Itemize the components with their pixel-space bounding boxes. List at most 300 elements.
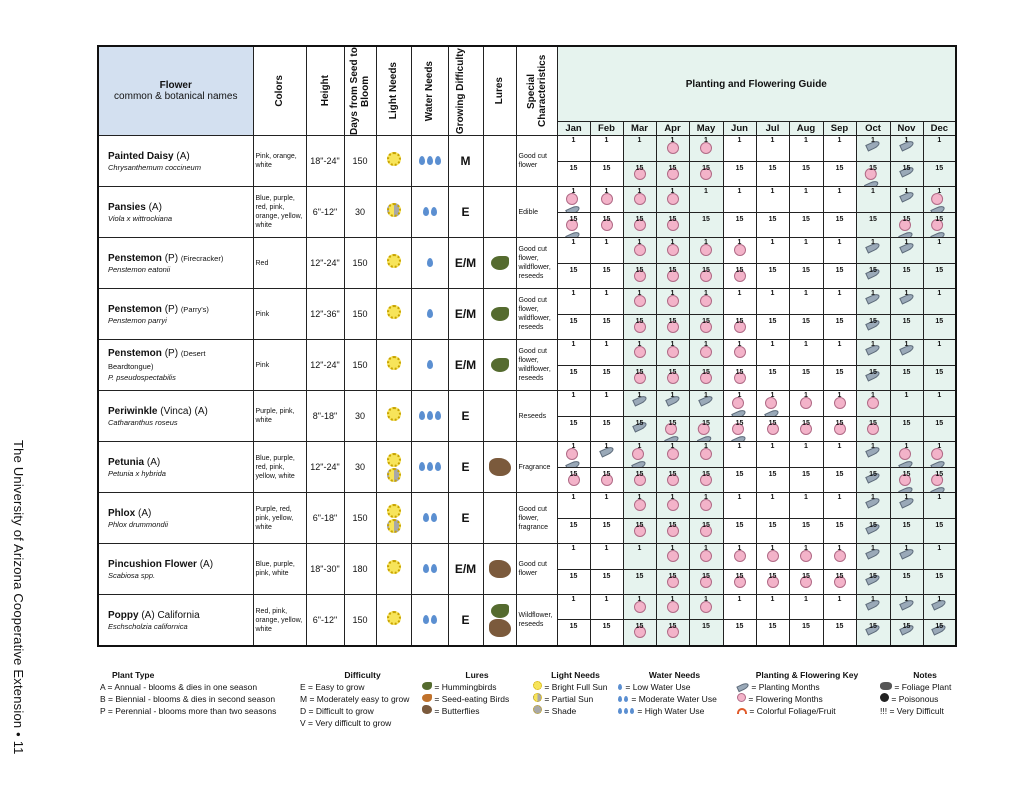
day-label: 15: [935, 623, 944, 631]
flower-name-cell: [98, 544, 253, 595]
day-label: 15: [835, 368, 844, 376]
full-sun-icon: [387, 356, 401, 370]
day-label: 15: [768, 215, 777, 223]
day-label: 1: [804, 239, 808, 246]
month-cell-15: [890, 518, 923, 544]
legend-item: = Partial Sun: [544, 694, 594, 704]
month-cell-15: [557, 416, 590, 442]
days-cell: 150: [344, 289, 376, 340]
legend-notes-title: Notes: [913, 670, 937, 680]
lures-cell: [483, 136, 516, 187]
month-cell-1: [689, 289, 723, 315]
glyph-wrap: [634, 499, 646, 513]
trowel-icon: [764, 408, 780, 416]
day-label: 15: [702, 521, 710, 529]
special-cell: Fragrance: [516, 442, 557, 493]
month-cell-15: [689, 569, 723, 595]
day-label: 15: [702, 164, 710, 172]
day-label: 1: [904, 137, 909, 144]
month-cell-1: [656, 595, 689, 620]
month-cell-1: [756, 238, 789, 264]
month-cell-15: [823, 365, 856, 391]
month-cell-15: [656, 314, 689, 340]
water-drop-icon: [618, 696, 622, 702]
water-cell: [411, 442, 448, 493]
glyph-wrap: [634, 346, 646, 360]
glyph-wrap: [700, 295, 712, 309]
botanical-name: Catharanthus roseus: [108, 417, 178, 427]
day-label: 1: [804, 596, 808, 603]
month-cell-15: [823, 314, 856, 340]
month-cell-1: [923, 136, 956, 162]
special-cell: Good cut flower, wildflower, reseeds: [516, 289, 557, 340]
lures-cell: [483, 289, 516, 340]
month-cell-1: [590, 187, 623, 213]
day-label: 15: [635, 215, 644, 223]
month-may: May: [689, 122, 723, 136]
water-drop-icon: [435, 462, 441, 471]
month-cell-1: [823, 493, 856, 519]
day-label: 1: [737, 392, 742, 399]
month-cell-1: [557, 391, 590, 417]
day-label: 1: [904, 494, 909, 501]
legend-item: B = Biennial - blooms & dies in second season: [100, 694, 276, 704]
legend-notes: [880, 669, 970, 717]
month-cell-15: [689, 416, 723, 442]
day-label: 15: [869, 623, 877, 631]
month-cell-1: [789, 544, 823, 570]
plant-type: (P): [164, 348, 179, 359]
day-label: 15: [869, 419, 877, 427]
month-cell-1: [689, 544, 723, 570]
day-label: 1: [571, 443, 576, 450]
trowel-icon: [931, 230, 947, 238]
day-label: 1: [637, 188, 642, 195]
water-cell: [411, 391, 448, 442]
month-cell-1: [823, 595, 856, 620]
month-cell-1: [823, 289, 856, 315]
month-cell-1: [623, 340, 656, 366]
month-cell-1: [557, 238, 590, 264]
flower-name: Penstemon: [108, 303, 162, 315]
skull-icon: [880, 693, 889, 702]
glyph-wrap: [667, 346, 679, 360]
month-cell-15: [890, 620, 923, 646]
flower-common-name: [108, 252, 253, 265]
day-label: 15: [902, 317, 911, 325]
month-cell-1: [756, 391, 789, 417]
day-label: 15: [768, 317, 777, 325]
month-cell-1: [689, 595, 723, 620]
month-cell-1: [856, 289, 890, 315]
header-special: Special Characteristics: [516, 46, 557, 136]
glyph-wrap: [732, 397, 748, 416]
day-label: 15: [902, 572, 911, 580]
day-label: 15: [735, 368, 744, 376]
flower-common-name: [108, 303, 253, 316]
day-label: 15: [668, 164, 677, 172]
day-label: 1: [904, 443, 909, 450]
day-label: 15: [569, 521, 578, 529]
lures-cell: [483, 442, 516, 493]
special-cell: Wildflower, reseeds: [516, 595, 557, 647]
day-label: 15: [602, 215, 611, 223]
day-label: 15: [935, 419, 944, 427]
day-label: 1: [871, 596, 875, 603]
day-label: 1: [737, 494, 742, 501]
trowel-icon: [731, 434, 747, 442]
flower-common-name: [108, 347, 253, 373]
flower-name-cell: [98, 391, 253, 442]
day-label: 15: [835, 572, 844, 580]
month-cell-1: [823, 340, 856, 366]
day-label: 1: [904, 290, 909, 297]
month-cell-15: [756, 161, 789, 187]
glyph-wrap: [667, 295, 679, 309]
header-lures: Lures: [483, 46, 516, 136]
water-cell: [411, 238, 448, 289]
legend-item: = Seed-eating Birds: [434, 694, 510, 704]
day-label: 1: [837, 443, 842, 450]
day-label: 1: [837, 392, 842, 399]
height-cell: 18"-24": [306, 136, 344, 187]
day-label: 1: [704, 494, 708, 501]
water-drop-icon: [423, 615, 429, 624]
day-label: 15: [735, 470, 744, 478]
day-label: 1: [871, 545, 875, 552]
flower-common-name: [108, 609, 253, 622]
month-cell-15: [656, 263, 689, 289]
day-label: 1: [770, 596, 775, 603]
day-label: 15: [602, 521, 611, 529]
month-cell-15: [789, 365, 823, 391]
legend-water: [617, 669, 732, 717]
day-label: 15: [835, 266, 844, 274]
day-label: 15: [702, 215, 710, 223]
day-label: 1: [804, 494, 808, 501]
glyph-wrap: [667, 499, 679, 513]
month-cell-1: [789, 340, 823, 366]
plant-type: (Vinca) (A): [160, 405, 208, 417]
month-cell-15: [590, 416, 623, 442]
day-label: 1: [571, 341, 576, 348]
month-cell-15: [689, 263, 723, 289]
month-cell-1: [890, 442, 923, 468]
day-label: 1: [804, 545, 808, 552]
day-label: 15: [935, 215, 944, 223]
day-label: 1: [937, 596, 942, 603]
day-label: 15: [735, 572, 744, 580]
day-label: 1: [670, 596, 675, 603]
month-cell-15: [823, 263, 856, 289]
legend-item: = Foliage Plant: [894, 682, 952, 692]
month-cell-15: [923, 212, 956, 238]
header-flower-sub: common & botanical names: [114, 91, 238, 102]
day-label: 1: [704, 545, 708, 552]
month-cell-1: [856, 238, 890, 264]
month-cell-1: [557, 136, 590, 162]
legend-item: = Butterflies: [434, 706, 480, 716]
day-label: 1: [737, 341, 742, 348]
glyph-wrap: [765, 397, 781, 416]
month-cell-1: [689, 493, 723, 519]
day-label: 1: [937, 392, 942, 399]
month-cell-15: [590, 620, 623, 646]
water-drop-icon: [630, 708, 634, 714]
month-cell-15: [656, 161, 689, 187]
month-cell-15: [557, 263, 590, 289]
day-label: 1: [571, 188, 576, 195]
light-cell: [376, 544, 411, 595]
botanical-name: Petunia x hybrida: [108, 468, 166, 478]
day-label: 15: [602, 317, 611, 325]
month-cell-15: [923, 467, 956, 493]
light-cell: [376, 493, 411, 544]
legend-item: = Shade: [544, 706, 577, 716]
full-sun-icon: [387, 305, 401, 319]
partial-sun-icon: [387, 203, 401, 217]
day-label: 1: [704, 239, 708, 246]
colors-cell: Pink: [253, 289, 306, 340]
trowel-icon: [898, 459, 914, 467]
month-cell-1: [723, 289, 756, 315]
day-label: 15: [602, 623, 611, 631]
legend-difficulty-title: Difficulty: [344, 670, 381, 680]
month-cell-15: [557, 314, 590, 340]
colors-cell: Red: [253, 238, 306, 289]
month-cell-1: [823, 391, 856, 417]
day-label: 1: [571, 545, 576, 552]
month-cell-15: [923, 416, 956, 442]
day-label: 1: [737, 545, 742, 552]
month-cell-1: [689, 238, 723, 264]
day-label: 1: [837, 494, 842, 501]
month-cell-15: [856, 263, 890, 289]
month-cell-15: [689, 314, 723, 340]
legend-item: = Flowering Months: [748, 694, 823, 704]
day-label: 1: [571, 290, 576, 297]
glyph-wrap: [634, 601, 646, 615]
header-light: Light Needs: [376, 46, 411, 136]
partial-sun-icon: [387, 519, 401, 533]
legend-light-title: Light Needs: [551, 670, 600, 680]
flower-name-cell: [98, 340, 253, 391]
water-drop-icon: [423, 207, 429, 216]
flower-common-name: [108, 558, 253, 571]
glyph-wrap: [734, 346, 746, 360]
day-label: 15: [835, 419, 844, 427]
day-label: 1: [604, 545, 609, 552]
day-label: 1: [937, 290, 942, 297]
lures-cell: [483, 391, 516, 442]
days-cell: 150: [344, 238, 376, 289]
month-cell-15: [789, 314, 823, 340]
day-label: 1: [637, 239, 642, 246]
butterfly-icon: [489, 560, 511, 578]
day-label: 15: [802, 164, 810, 172]
month-cell-15: [623, 365, 656, 391]
day-label: 15: [869, 470, 877, 478]
day-label: 1: [604, 137, 609, 144]
plant-type: (A): [148, 201, 162, 213]
legend-key-title: Planting & Flowering Key: [755, 670, 859, 680]
table-row: [98, 442, 956, 468]
flower-name-cell: [98, 238, 253, 289]
legend-plant-type: [100, 669, 300, 717]
month-cell-15: [756, 212, 789, 238]
month-cell-1: [656, 187, 689, 213]
month-cell-15: [756, 263, 789, 289]
flower-name: Phlox: [108, 507, 136, 519]
day-label: 15: [635, 521, 644, 529]
legend-item: E = Easy to grow: [300, 682, 365, 692]
difficulty-cell: E/M: [448, 289, 483, 340]
month-cell-15: [890, 365, 923, 391]
water-drop-icon: [618, 684, 622, 690]
day-label: 15: [935, 164, 944, 172]
day-label: 15: [869, 266, 877, 274]
month-cell-15: [689, 620, 723, 646]
month-cell-1: [590, 340, 623, 366]
month-cell-1: [890, 391, 923, 417]
day-label: 15: [602, 266, 611, 274]
legend-item: = Very Difficult: [889, 706, 944, 716]
water-drop-icon: [427, 156, 433, 165]
day-label: 1: [804, 443, 808, 450]
month-cell-15: [923, 569, 956, 595]
month-cell-1: [656, 544, 689, 570]
legend-item: = Low Water Use: [625, 682, 691, 692]
day-label: 1: [770, 188, 775, 195]
day-label: 15: [802, 572, 810, 580]
month-cell-1: [823, 442, 856, 468]
month-cell-1: [590, 595, 623, 620]
glyph-wrap: [700, 142, 712, 156]
glyph-wrap: [632, 448, 648, 467]
month-cell-15: [789, 416, 823, 442]
month-cell-1: [756, 493, 789, 519]
plant-type: (A): [176, 150, 190, 162]
table-row: [98, 340, 956, 366]
month-dec: Dec: [923, 122, 956, 136]
month-cell-1: [923, 391, 956, 417]
light-cell: [376, 340, 411, 391]
day-label: 1: [604, 290, 609, 297]
day-label: 15: [702, 419, 710, 427]
day-label: 1: [937, 545, 942, 552]
day-label: 1: [637, 341, 642, 348]
trowel-icon: [731, 408, 747, 416]
glyph-wrap: [700, 601, 712, 615]
hummingbird-icon: [491, 256, 509, 270]
day-label: 15: [602, 419, 611, 427]
month-cell-1: [590, 238, 623, 264]
day-label: 1: [837, 341, 842, 348]
day-label: 1: [770, 392, 775, 399]
glyph-wrap: [734, 244, 746, 258]
day-label: 1: [804, 392, 808, 399]
day-label: 1: [604, 596, 609, 603]
month-cell-15: [756, 365, 789, 391]
day-label: 15: [569, 215, 578, 223]
water-drop-icon: [435, 411, 441, 420]
month-cell-15: [789, 620, 823, 646]
day-label: 1: [637, 392, 642, 399]
month-cell-15: [590, 365, 623, 391]
month-cell-15: [623, 263, 656, 289]
foliage-plant-icon: [880, 682, 892, 690]
table-row: [98, 238, 956, 264]
flower-name: Periwinkle: [108, 405, 158, 417]
header-days: Days from Seed to Bloom: [344, 46, 376, 136]
month-cell-1: [590, 442, 623, 468]
day-label: 15: [702, 623, 710, 631]
botanical-name: Viola x wittrockiana: [108, 213, 173, 223]
light-cell: [376, 187, 411, 238]
day-label: 1: [571, 596, 576, 603]
day-label: 15: [668, 623, 677, 631]
month-cell-1: [723, 238, 756, 264]
table-row: [98, 187, 956, 213]
month-cell-15: [557, 365, 590, 391]
seed-bird-icon: [422, 694, 432, 702]
glyph-wrap: [667, 244, 679, 258]
month-cell-1: [723, 391, 756, 417]
month-cell-15: [756, 314, 789, 340]
water-drop-icon: [419, 411, 425, 420]
month-cell-15: [856, 620, 890, 646]
day-label: 1: [571, 239, 576, 246]
glyph-wrap: [667, 550, 679, 564]
month-cell-15: [890, 569, 923, 595]
month-oct: Oct: [856, 122, 890, 136]
partial-sun-icon: [533, 693, 542, 702]
lures-cell: [483, 340, 516, 391]
water-drop-icon: [427, 411, 433, 420]
day-label: 15: [768, 623, 777, 631]
day-label: 1: [670, 137, 675, 144]
month-cell-15: [890, 161, 923, 187]
flower-name-cell: [98, 595, 253, 647]
colors-cell: Purple, red, pink, yellow, white: [253, 493, 306, 544]
legend-lures-title: Lures: [465, 670, 489, 680]
butterfly-icon: [422, 705, 432, 714]
header-guide: Planting and Flowering Guide: [557, 46, 956, 122]
day-label: 15: [835, 215, 844, 223]
month-cell-15: [756, 569, 789, 595]
month-cell-15: [723, 620, 756, 646]
month-cell-1: [789, 289, 823, 315]
day-label: 15: [835, 623, 844, 631]
water-drop-icon: [427, 309, 433, 318]
glyph-wrap: [566, 193, 582, 212]
botanical-name: Eschscholzia californica: [108, 621, 188, 631]
month-jul: Jul: [756, 122, 789, 136]
day-label: 1: [871, 188, 875, 195]
day-label: 1: [837, 596, 842, 603]
month-cell-1: [923, 187, 956, 213]
glyph-wrap: [667, 193, 679, 207]
day-label: 1: [770, 137, 775, 144]
botanical-name: Penstemon parryi: [108, 315, 167, 325]
day-label: 15: [802, 266, 810, 274]
days-cell: 150: [344, 595, 376, 647]
day-label: 1: [937, 137, 942, 144]
day-label: 15: [602, 470, 611, 478]
special-cell: Good cut flower, wildflower, reseeds: [516, 238, 557, 289]
day-label: 15: [569, 368, 578, 376]
special-cell: Good cut flower, fragrance: [516, 493, 557, 544]
